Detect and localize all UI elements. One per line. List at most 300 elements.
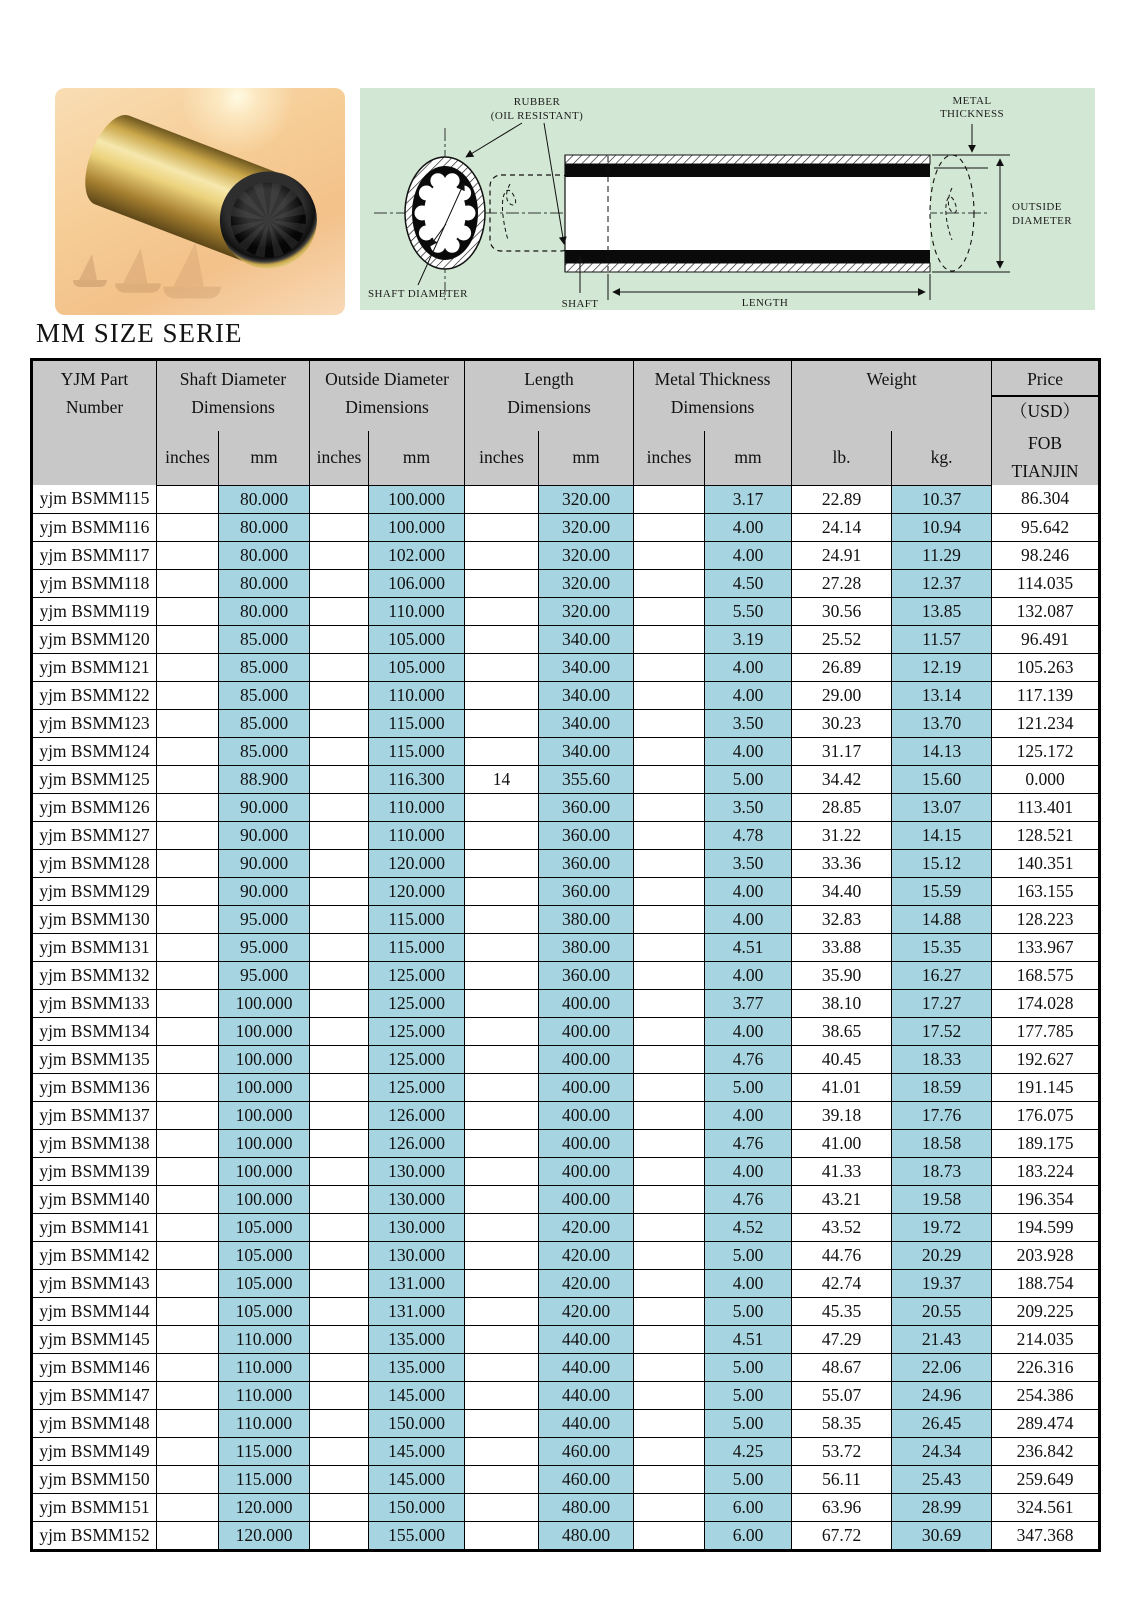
cell-shaft-mm: 105.000 xyxy=(219,1269,310,1297)
cell-metal-mm: 4.00 xyxy=(705,961,792,989)
cell-length-inches xyxy=(465,1437,539,1465)
cell-outside-inches xyxy=(310,1269,369,1297)
cell-weight-lb: 29.00 xyxy=(792,681,892,709)
cell-length-mm: 420.00 xyxy=(539,1297,634,1325)
cell-price: 86.304 xyxy=(992,485,1100,513)
cell-part-number: yjm BSMM119 xyxy=(32,597,157,625)
cell-shaft-mm: 85.000 xyxy=(219,625,310,653)
cell-weight-kg: 13.70 xyxy=(892,709,992,737)
table-row xyxy=(32,1381,1100,1409)
cell-shaft-mm: 80.000 xyxy=(219,569,310,597)
header-price xyxy=(992,360,1100,486)
cell-shaft-mm: 80.000 xyxy=(219,513,310,541)
cell-shaft-inches xyxy=(157,1297,219,1325)
cell-length-inches: 14 xyxy=(465,765,539,793)
cell-metal-mm: 5.00 xyxy=(705,765,792,793)
cell-outside-inches xyxy=(310,1185,369,1213)
table-row xyxy=(32,513,1100,541)
cell-metal-inches xyxy=(634,597,705,625)
cell-shaft-inches xyxy=(157,653,219,681)
cell-shaft-mm: 120.000 xyxy=(219,1521,310,1550)
cell-price: 191.145 xyxy=(992,1073,1100,1101)
cell-part-number: yjm BSMM146 xyxy=(32,1353,157,1381)
cell-outside-inches xyxy=(310,1353,369,1381)
cell-weight-lb: 30.56 xyxy=(792,597,892,625)
cell-metal-mm: 5.00 xyxy=(705,1465,792,1493)
cell-length-inches xyxy=(465,1465,539,1493)
technical-diagram-panel xyxy=(360,88,1095,310)
header-weight: Weight xyxy=(792,360,992,432)
cell-shaft-inches xyxy=(157,961,219,989)
cell-shaft-inches xyxy=(157,1381,219,1409)
cell-length-mm: 360.00 xyxy=(539,877,634,905)
cell-outside-inches xyxy=(310,1297,369,1325)
cell-shaft-inches xyxy=(157,1129,219,1157)
cell-part-number: yjm BSMM140 xyxy=(32,1185,157,1213)
cell-metal-inches xyxy=(634,1017,705,1045)
cell-part-number: yjm BSMM148 xyxy=(32,1409,157,1437)
cell-metal-inches xyxy=(634,709,705,737)
cell-metal-inches xyxy=(634,1465,705,1493)
cell-outside-inches xyxy=(310,1017,369,1045)
cell-metal-mm: 4.00 xyxy=(705,737,792,765)
cell-shaft-mm: 110.000 xyxy=(219,1325,310,1353)
table-row xyxy=(32,1185,1100,1213)
cell-shaft-mm: 95.000 xyxy=(219,905,310,933)
cell-part-number: yjm BSMM137 xyxy=(32,1101,157,1129)
cell-weight-kg: 26.45 xyxy=(892,1409,992,1437)
table-row xyxy=(32,1493,1100,1521)
table-row xyxy=(32,597,1100,625)
cell-metal-mm: 4.00 xyxy=(705,513,792,541)
cell-weight-lb: 22.89 xyxy=(792,485,892,513)
cell-outside-mm: 126.000 xyxy=(369,1101,465,1129)
cell-outside-mm: 115.000 xyxy=(369,737,465,765)
cell-shaft-mm: 85.000 xyxy=(219,681,310,709)
cell-part-number: yjm BSMM116 xyxy=(32,513,157,541)
cell-shaft-mm: 115.000 xyxy=(219,1437,310,1465)
cell-metal-mm: 4.00 xyxy=(705,653,792,681)
cell-weight-lb: 32.83 xyxy=(792,905,892,933)
cell-outside-inches xyxy=(310,1101,369,1129)
metal-thickness-sublabel: THICKNESS xyxy=(939,108,1005,120)
cell-metal-inches xyxy=(634,1073,705,1101)
cell-weight-kg: 15.12 xyxy=(892,849,992,877)
cell-length-mm: 440.00 xyxy=(539,1325,634,1353)
subheader-length-inches: inches xyxy=(465,431,539,485)
cell-price: 226.316 xyxy=(992,1353,1100,1381)
cell-length-inches xyxy=(465,1493,539,1521)
cell-part-number: yjm BSMM120 xyxy=(32,625,157,653)
cell-outside-inches xyxy=(310,1213,369,1241)
cell-length-mm: 340.00 xyxy=(539,709,634,737)
cell-metal-inches xyxy=(634,1325,705,1353)
cell-part-number: yjm BSMM132 xyxy=(32,961,157,989)
cell-weight-lb: 41.33 xyxy=(792,1157,892,1185)
cell-length-inches xyxy=(465,877,539,905)
cell-length-mm: 360.00 xyxy=(539,793,634,821)
cell-length-inches xyxy=(465,821,539,849)
cell-length-inches xyxy=(465,1297,539,1325)
cell-metal-inches xyxy=(634,485,705,513)
cell-length-inches xyxy=(465,1073,539,1101)
cell-price: 183.224 xyxy=(992,1157,1100,1185)
table-row xyxy=(32,765,1100,793)
cell-part-number: yjm BSMM118 xyxy=(32,569,157,597)
cell-metal-inches xyxy=(634,1493,705,1521)
cell-weight-kg: 10.37 xyxy=(892,485,992,513)
table-row xyxy=(32,653,1100,681)
cell-weight-kg: 18.58 xyxy=(892,1129,992,1157)
cell-shaft-inches xyxy=(157,541,219,569)
cell-shaft-mm: 100.000 xyxy=(219,1017,310,1045)
cell-outside-inches xyxy=(310,905,369,933)
cell-price: 174.028 xyxy=(992,989,1100,1017)
cell-metal-mm: 4.00 xyxy=(705,681,792,709)
cell-shaft-inches xyxy=(157,1493,219,1521)
cell-shaft-mm: 100.000 xyxy=(219,1129,310,1157)
subheader-outside-inches: inches xyxy=(310,431,369,485)
cell-weight-kg: 30.69 xyxy=(892,1521,992,1550)
cell-price: 121.234 xyxy=(992,709,1100,737)
cell-outside-mm: 130.000 xyxy=(369,1241,465,1269)
cell-shaft-inches xyxy=(157,1353,219,1381)
cell-weight-kg: 13.07 xyxy=(892,793,992,821)
cell-shaft-mm: 95.000 xyxy=(219,961,310,989)
subheader-metal-inches: inches xyxy=(634,431,705,485)
cell-shaft-mm: 80.000 xyxy=(219,541,310,569)
cell-metal-inches xyxy=(634,1437,705,1465)
cell-part-number: yjm BSMM144 xyxy=(32,1297,157,1325)
outside-diameter-sublabel: DIAMETER xyxy=(1012,215,1073,227)
cell-part-number: yjm BSMM145 xyxy=(32,1325,157,1353)
cell-part-number: yjm BSMM129 xyxy=(32,877,157,905)
cell-shaft-inches xyxy=(157,1409,219,1437)
cell-metal-inches xyxy=(634,1521,705,1550)
cell-metal-inches xyxy=(634,569,705,597)
header-length: Length Dimensions xyxy=(465,360,634,432)
cell-shaft-inches xyxy=(157,513,219,541)
cell-outside-inches xyxy=(310,1493,369,1521)
cell-length-mm: 440.00 xyxy=(539,1409,634,1437)
cell-outside-inches xyxy=(310,1521,369,1550)
cell-price: 176.075 xyxy=(992,1101,1100,1129)
cell-price: 196.354 xyxy=(992,1185,1100,1213)
cell-metal-mm: 6.00 xyxy=(705,1521,792,1550)
subheader-weight-kg: kg. xyxy=(892,431,992,485)
cell-part-number: yjm BSMM124 xyxy=(32,737,157,765)
header-metal-thickness: Metal Thickness Dimensions xyxy=(634,360,792,432)
cell-length-mm: 340.00 xyxy=(539,625,634,653)
cell-shaft-inches xyxy=(157,1045,219,1073)
cell-weight-lb: 55.07 xyxy=(792,1381,892,1409)
cell-shaft-inches xyxy=(157,1437,219,1465)
cell-part-number: yjm BSMM130 xyxy=(32,905,157,933)
cell-weight-lb: 28.85 xyxy=(792,793,892,821)
cell-price: 214.035 xyxy=(992,1325,1100,1353)
cell-part-number: yjm BSMM151 xyxy=(32,1493,157,1521)
cell-outside-inches xyxy=(310,541,369,569)
cell-outside-mm: 100.000 xyxy=(369,485,465,513)
cell-outside-inches xyxy=(310,1045,369,1073)
cell-metal-mm: 4.00 xyxy=(705,541,792,569)
cell-outside-mm: 130.000 xyxy=(369,1213,465,1241)
cell-length-mm: 380.00 xyxy=(539,933,634,961)
rubber-label: RUBBER xyxy=(513,96,561,108)
cell-outside-mm: 150.000 xyxy=(369,1409,465,1437)
subheader-shaft-mm: mm xyxy=(219,431,310,485)
cell-length-mm: 480.00 xyxy=(539,1521,634,1550)
cell-part-number: yjm BSMM138 xyxy=(32,1129,157,1157)
cell-outside-inches xyxy=(310,821,369,849)
cell-weight-lb: 41.00 xyxy=(792,1129,892,1157)
cell-metal-mm: 3.19 xyxy=(705,625,792,653)
cell-length-mm: 320.00 xyxy=(539,597,634,625)
cell-length-inches xyxy=(465,961,539,989)
cell-length-inches xyxy=(465,569,539,597)
cell-part-number: yjm BSMM152 xyxy=(32,1521,157,1550)
cell-metal-mm: 4.76 xyxy=(705,1185,792,1213)
subheader-weight-lb: lb. xyxy=(792,431,892,485)
cell-length-inches xyxy=(465,1521,539,1550)
cell-shaft-mm: 90.000 xyxy=(219,821,310,849)
cell-metal-inches xyxy=(634,513,705,541)
cell-part-number: yjm BSMM126 xyxy=(32,793,157,821)
rubber-leader-left xyxy=(466,123,522,157)
cell-price: 117.139 xyxy=(992,681,1100,709)
cell-outside-mm: 120.000 xyxy=(369,849,465,877)
cell-metal-mm: 4.76 xyxy=(705,1129,792,1157)
metal-thickness-label: METAL xyxy=(952,95,992,107)
cell-shaft-inches xyxy=(157,877,219,905)
cell-length-inches xyxy=(465,653,539,681)
cell-length-inches xyxy=(465,849,539,877)
cell-outside-mm: 120.000 xyxy=(369,877,465,905)
cell-outside-inches xyxy=(310,681,369,709)
cell-outside-mm: 100.000 xyxy=(369,513,465,541)
cell-metal-mm: 4.52 xyxy=(705,1213,792,1241)
sailboat-silhouette xyxy=(73,254,107,287)
cell-weight-lb: 41.01 xyxy=(792,1073,892,1101)
cell-metal-mm: 5.00 xyxy=(705,1409,792,1437)
table-row xyxy=(32,877,1100,905)
cell-length-mm: 400.00 xyxy=(539,1045,634,1073)
cell-length-mm: 400.00 xyxy=(539,1101,634,1129)
cell-shaft-inches xyxy=(157,905,219,933)
table-row xyxy=(32,1073,1100,1101)
cell-weight-lb: 38.65 xyxy=(792,1017,892,1045)
cell-outside-mm: 115.000 xyxy=(369,933,465,961)
cell-outside-mm: 126.000 xyxy=(369,1129,465,1157)
cell-length-mm: 320.00 xyxy=(539,541,634,569)
cell-outside-mm: 131.000 xyxy=(369,1269,465,1297)
cell-metal-inches xyxy=(634,961,705,989)
table-row xyxy=(32,961,1100,989)
cell-price: 140.351 xyxy=(992,849,1100,877)
cell-length-inches xyxy=(465,1101,539,1129)
cell-weight-lb: 26.89 xyxy=(792,653,892,681)
cell-price: 113.401 xyxy=(992,793,1100,821)
cell-outside-mm: 105.000 xyxy=(369,625,465,653)
cell-shaft-mm: 80.000 xyxy=(219,597,310,625)
cell-metal-inches xyxy=(634,1213,705,1241)
subheader-length-mm: mm xyxy=(539,431,634,485)
cell-weight-lb: 25.52 xyxy=(792,625,892,653)
cell-length-inches xyxy=(465,1157,539,1185)
cell-outside-mm: 115.000 xyxy=(369,905,465,933)
cell-shaft-mm: 90.000 xyxy=(219,849,310,877)
cell-weight-kg: 18.33 xyxy=(892,1045,992,1073)
cell-shaft-mm: 105.000 xyxy=(219,1241,310,1269)
cell-metal-mm: 4.00 xyxy=(705,1269,792,1297)
cell-length-inches xyxy=(465,541,539,569)
rubber-leader-right xyxy=(544,123,564,244)
table-body xyxy=(32,485,1100,1550)
cell-shaft-mm: 105.000 xyxy=(219,1297,310,1325)
cell-metal-inches xyxy=(634,653,705,681)
cell-outside-inches xyxy=(310,1465,369,1493)
cell-shaft-inches xyxy=(157,737,219,765)
cell-shaft-inches xyxy=(157,765,219,793)
cell-weight-kg: 15.60 xyxy=(892,765,992,793)
cell-weight-lb: 33.36 xyxy=(792,849,892,877)
cell-weight-kg: 19.72 xyxy=(892,1213,992,1241)
cell-length-mm: 355.60 xyxy=(539,765,634,793)
cell-outside-inches xyxy=(310,849,369,877)
price-title: Price xyxy=(992,365,1098,397)
cell-length-mm: 400.00 xyxy=(539,1017,634,1045)
cell-price: 177.785 xyxy=(992,1017,1100,1045)
table-header xyxy=(32,360,1100,486)
cell-shaft-mm: 80.000 xyxy=(219,485,310,513)
cell-length-inches xyxy=(465,905,539,933)
cell-length-mm: 400.00 xyxy=(539,1185,634,1213)
cell-metal-inches xyxy=(634,877,705,905)
table-row xyxy=(32,485,1100,513)
cell-shaft-mm: 110.000 xyxy=(219,1409,310,1437)
cell-weight-kg: 13.14 xyxy=(892,681,992,709)
cell-length-mm: 320.00 xyxy=(539,569,634,597)
shaft-diameter-label: SHAFT DIAMETER xyxy=(368,288,468,300)
cell-metal-inches xyxy=(634,1269,705,1297)
cell-weight-lb: 30.23 xyxy=(792,709,892,737)
cell-outside-mm: 125.000 xyxy=(369,1045,465,1073)
cell-shaft-inches xyxy=(157,1325,219,1353)
cell-price: 95.642 xyxy=(992,513,1100,541)
cell-part-number: yjm BSMM149 xyxy=(32,1437,157,1465)
cell-length-inches xyxy=(465,1017,539,1045)
cell-length-inches xyxy=(465,1353,539,1381)
cell-metal-mm: 4.25 xyxy=(705,1437,792,1465)
cell-shaft-inches xyxy=(157,1017,219,1045)
cell-weight-kg: 14.13 xyxy=(892,737,992,765)
cell-metal-mm: 5.00 xyxy=(705,1297,792,1325)
cell-length-inches xyxy=(465,793,539,821)
cell-outside-inches xyxy=(310,597,369,625)
cell-metal-mm: 4.00 xyxy=(705,877,792,905)
cell-metal-inches xyxy=(634,821,705,849)
cell-part-number: yjm BSMM117 xyxy=(32,541,157,569)
cell-length-mm: 320.00 xyxy=(539,485,634,513)
cell-metal-mm: 4.76 xyxy=(705,1045,792,1073)
cell-metal-mm: 4.78 xyxy=(705,821,792,849)
cell-price: 347.368 xyxy=(992,1521,1100,1550)
table-row xyxy=(32,1017,1100,1045)
cell-length-mm: 420.00 xyxy=(539,1213,634,1241)
price-currency: （USD） xyxy=(1010,401,1081,421)
cell-metal-inches xyxy=(634,541,705,569)
cell-part-number: yjm BSMM121 xyxy=(32,653,157,681)
cell-length-inches xyxy=(465,597,539,625)
cell-metal-inches xyxy=(634,1101,705,1129)
outside-diameter-label: OUTSIDE xyxy=(1012,201,1062,213)
cell-length-inches xyxy=(465,1129,539,1157)
cell-weight-kg: 20.29 xyxy=(892,1241,992,1269)
cell-weight-lb: 40.45 xyxy=(792,1045,892,1073)
page-title: MM SIZE SERIE xyxy=(36,318,243,348)
table-row xyxy=(32,1045,1100,1073)
cell-length-mm: 460.00 xyxy=(539,1465,634,1493)
cell-weight-lb: 44.76 xyxy=(792,1241,892,1269)
table-row xyxy=(32,989,1100,1017)
cell-length-mm: 320.00 xyxy=(539,513,634,541)
cell-metal-inches xyxy=(634,905,705,933)
cell-weight-kg: 20.55 xyxy=(892,1297,992,1325)
cell-length-mm: 360.00 xyxy=(539,821,634,849)
cell-part-number: yjm BSMM134 xyxy=(32,1017,157,1045)
cell-weight-lb: 24.91 xyxy=(792,541,892,569)
cell-metal-inches xyxy=(634,1381,705,1409)
cell-metal-inches xyxy=(634,933,705,961)
cell-weight-kg: 19.58 xyxy=(892,1185,992,1213)
cell-part-number: yjm BSMM122 xyxy=(32,681,157,709)
cell-weight-lb: 43.52 xyxy=(792,1213,892,1241)
cell-metal-mm: 3.50 xyxy=(705,709,792,737)
table-row xyxy=(32,793,1100,821)
cell-weight-lb: 56.11 xyxy=(792,1465,892,1493)
table-row xyxy=(32,737,1100,765)
technical-diagram xyxy=(360,88,1095,310)
cell-price: 194.599 xyxy=(992,1213,1100,1241)
cell-part-number: yjm BSMM141 xyxy=(32,1213,157,1241)
cell-shaft-mm: 100.000 xyxy=(219,1073,310,1101)
cell-shaft-mm: 100.000 xyxy=(219,989,310,1017)
cell-length-inches xyxy=(465,989,539,1017)
cell-outside-mm: 135.000 xyxy=(369,1325,465,1353)
cell-part-number: yjm BSMM139 xyxy=(32,1157,157,1185)
table-row xyxy=(32,1465,1100,1493)
cell-outside-mm: 105.000 xyxy=(369,653,465,681)
cell-length-mm: 440.00 xyxy=(539,1381,634,1409)
cell-weight-lb: 43.21 xyxy=(792,1185,892,1213)
cell-price: 128.223 xyxy=(992,905,1100,933)
cell-part-number: yjm BSMM150 xyxy=(32,1465,157,1493)
cell-price: 209.225 xyxy=(992,1297,1100,1325)
cell-weight-lb: 31.17 xyxy=(792,737,892,765)
cell-part-number: yjm BSMM125 xyxy=(32,765,157,793)
cell-price: 125.172 xyxy=(992,737,1100,765)
cell-price: 105.263 xyxy=(992,653,1100,681)
cell-part-number: yjm BSMM147 xyxy=(32,1381,157,1409)
cell-shaft-mm: 120.000 xyxy=(219,1493,310,1521)
cell-price: 203.928 xyxy=(992,1241,1100,1269)
cell-part-number: yjm BSMM127 xyxy=(32,821,157,849)
table-row xyxy=(32,821,1100,849)
cell-metal-mm: 6.00 xyxy=(705,1493,792,1521)
cell-shaft-mm: 115.000 xyxy=(219,1465,310,1493)
cell-price: 192.627 xyxy=(992,1045,1100,1073)
cell-shaft-inches xyxy=(157,625,219,653)
